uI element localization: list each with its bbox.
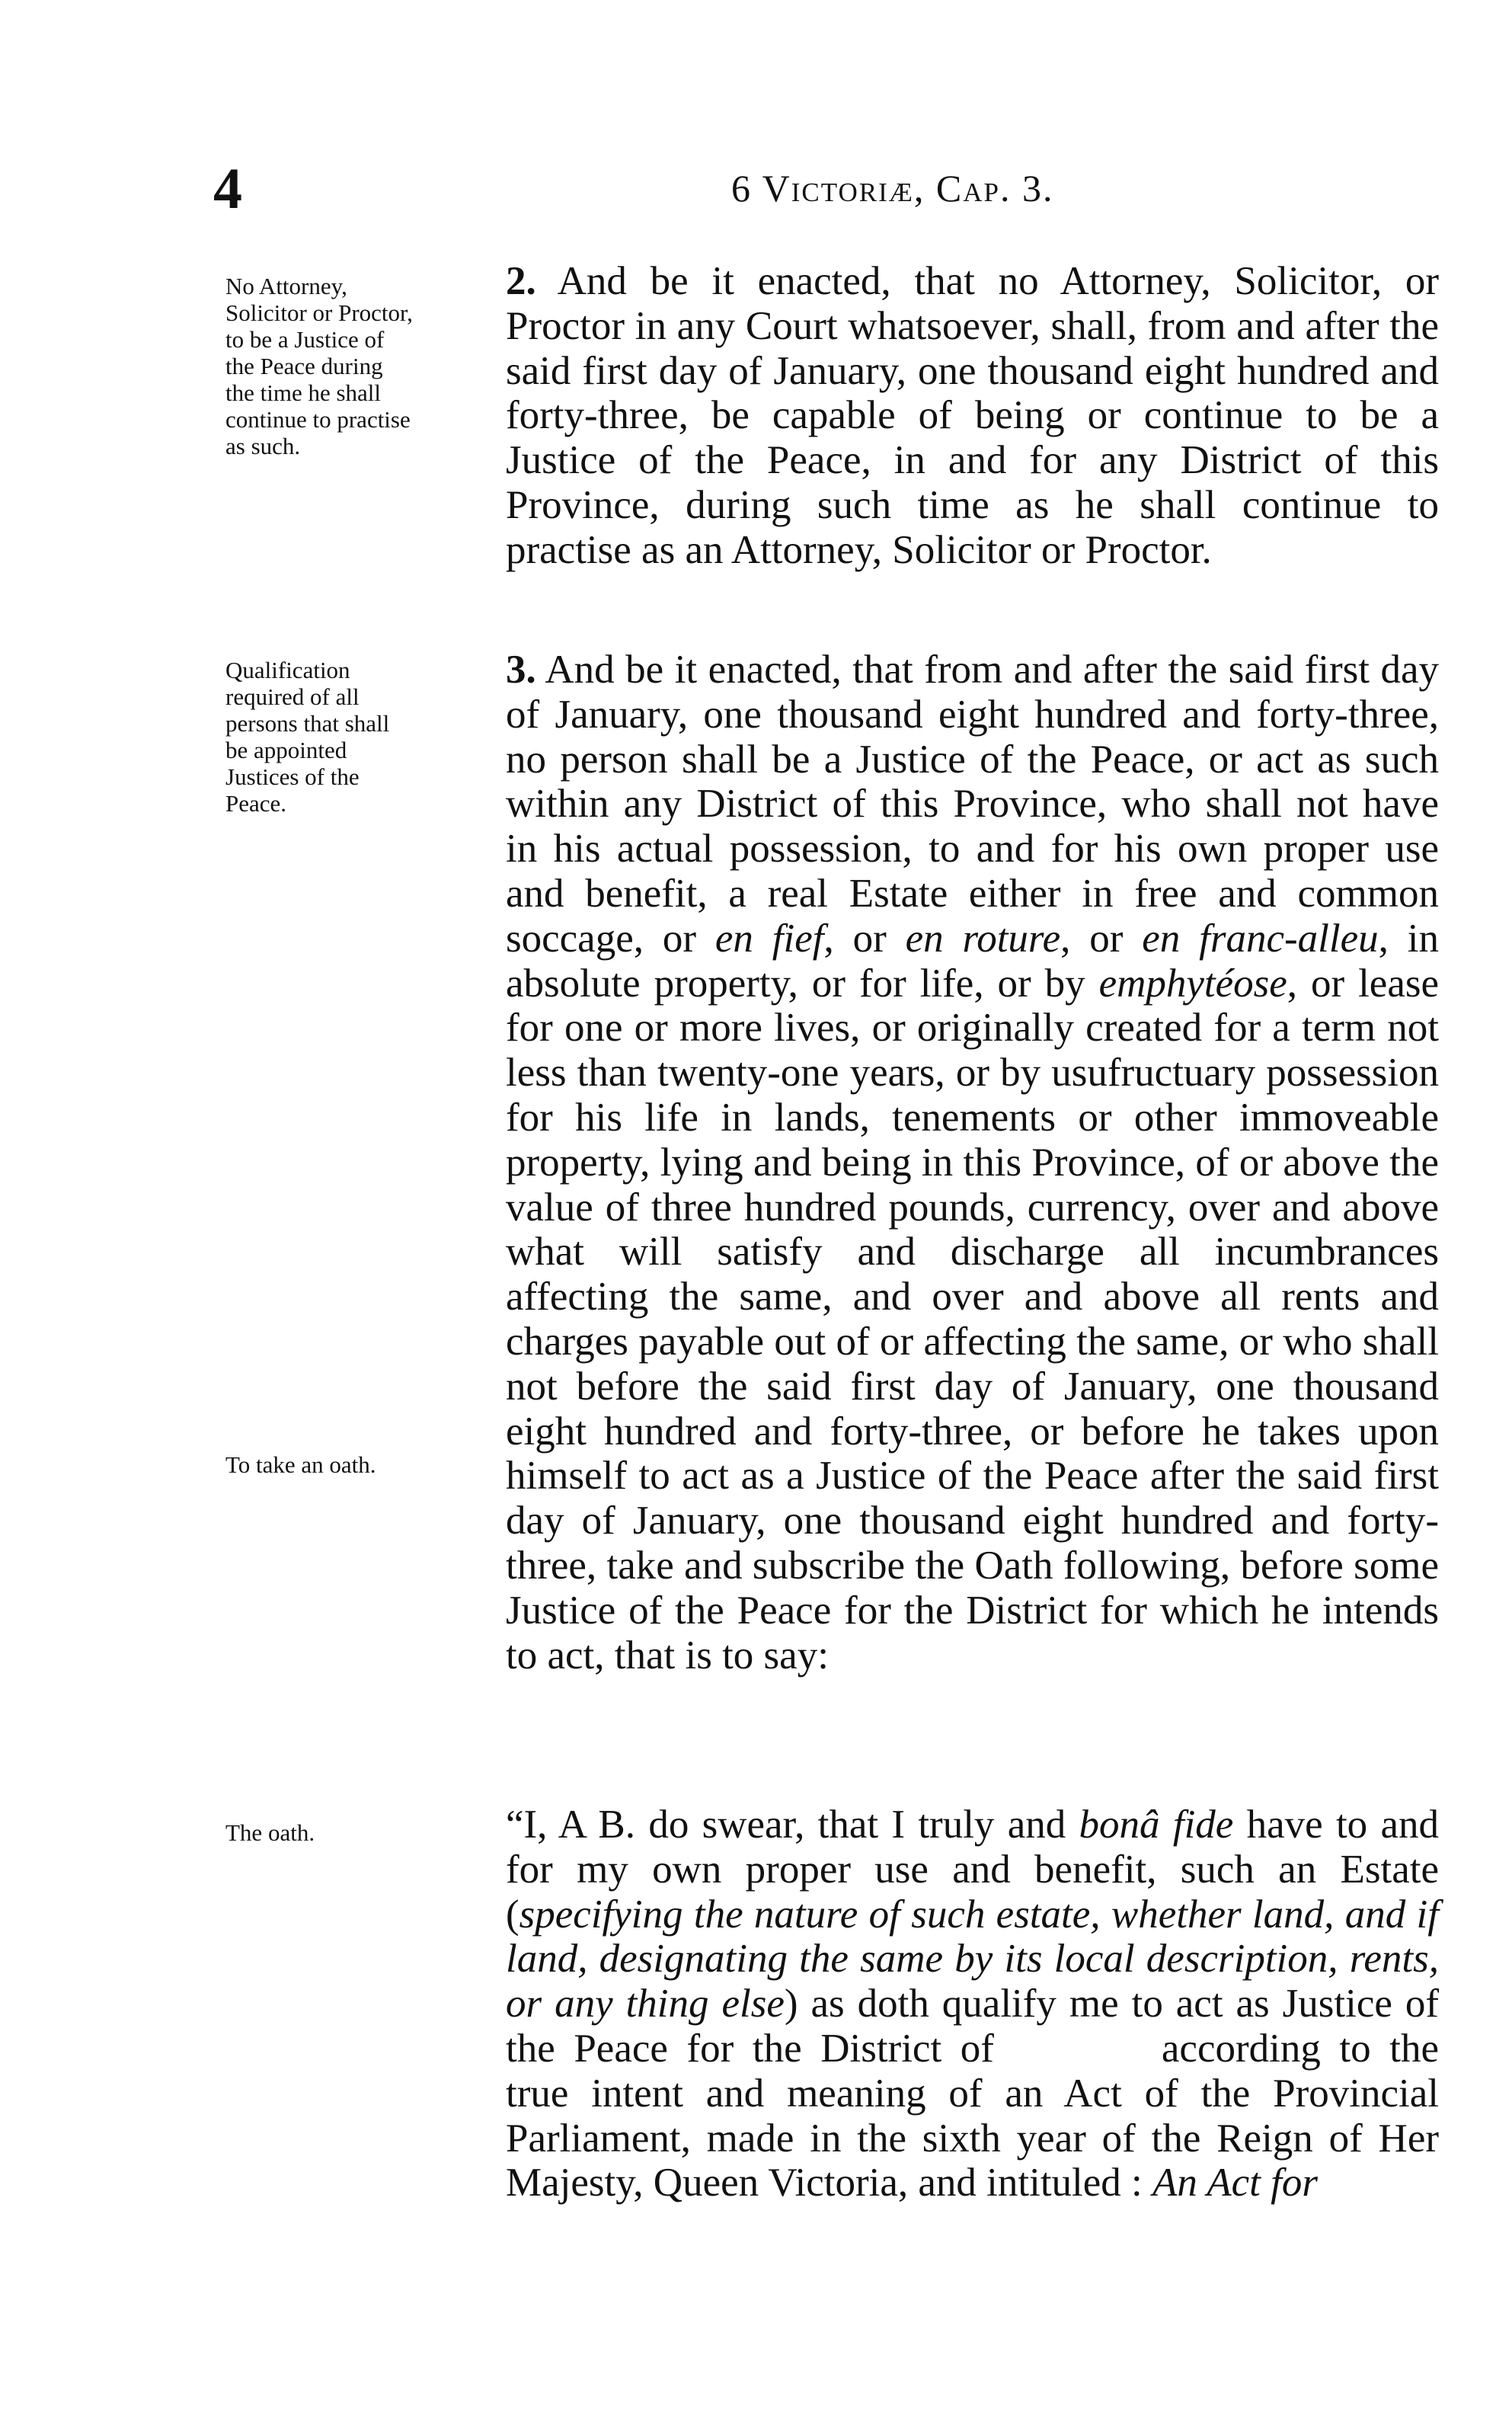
section-2-paragraph bbox=[463, 259, 1439, 573]
oath-text-1: “I, A B. do swear, that I truly and bbox=[506, 1802, 1066, 1847]
section-3-paragraph bbox=[463, 648, 1439, 1678]
section-3-text-3: , or bbox=[1060, 916, 1124, 961]
section-3-text-2: , or bbox=[823, 916, 887, 961]
running-head: 6 Victoriæ, Cap. 3. bbox=[731, 167, 1054, 210]
oath-term-bona-fide: bonâ fide bbox=[1079, 1802, 1234, 1847]
section-2-text: And be it enacted, that no Attorney, Solicitor, or Proctor in any Court whatsoever, shall, from and after the said first day of January, one thousand eight hundred and forty-three, be capable of being or continue to be a Justice of the Peace, in and for any District of this Province, during such time as he shall continue to practise as an Attorney, Solicitor or Proctor. bbox=[506, 259, 1439, 572]
section-3-text-1: And be it enacted, that from and after the said first day of January, one thousand eight hundred and forty-three, no person shall be a Justice of the Peace, or act as such within any District of this Province, who shall not have in his actual possession, to and for his own proper use and benefit, a real Estate either in free and common soccage, or bbox=[506, 648, 1440, 961]
marginal-note-qualification: Qualification required of all persons that shall be appointed Justices of the Peace. bbox=[225, 657, 390, 817]
marginal-note-the-oath: The oath. bbox=[225, 1819, 315, 1846]
section-3-number: 3. bbox=[506, 648, 536, 692]
oath-text-4: according to the true intent and meaning of an Act of the Provincial Parliament, made in the sixth year of the Reign of Her Majesty, Queen Victoria, and intituled : bbox=[506, 2026, 1439, 2205]
section-3-text-5: , or lease for one or more lives, or originally created for a term not less than twenty-one years, or by usufructuary possession for his life in lands, tenements or other immoveable property, lying and being in this Province, of or above the value of three hundred pounds, currency, over and above what will satisfy and discharge all incumbrances affecting the same, and over and above all rents and charges payable out of or affecting the same, or who shall not before the said first day of January, one thousand eight hundred and forty-three, or before he takes upon himself to act as a Justice of the Peace after the said first day of January, one thousand eight hundred and forty-three, take and subscribe the Oath following, before some Justice of the Peace for the District for which he intends to act, that is to say: bbox=[506, 961, 1440, 1678]
section-3-term-en-roture: en roture bbox=[905, 916, 1061, 961]
oath-paragraph bbox=[463, 1802, 1439, 2205]
section-2-number: 2. bbox=[506, 259, 536, 303]
oath-act-title: An Act for bbox=[1152, 2161, 1318, 2205]
page-number: 4 bbox=[213, 157, 242, 221]
section-3-term-en-franc-alleu: en franc-alleu bbox=[1142, 916, 1379, 961]
section-3-term-emphyteose: emphytéose bbox=[1098, 961, 1287, 1006]
marginal-note-attorney: No Attorney, Solicitor or Proctor, to be a Justice of the Peace during the time he shall continue to practise as such. bbox=[225, 273, 413, 459]
oath-estate-description: specifying the nature of such estate, whether land, and if land, designating the same by its local description, rents, or any thing else bbox=[506, 1892, 1439, 2026]
section-3-term-en-fief: en fief bbox=[714, 916, 824, 961]
marginal-note-take-oath: To take an oath. bbox=[225, 1451, 376, 1478]
section-3-text-4: , in absolute property, or for life, or by bbox=[506, 916, 1440, 1006]
oath-text-3: ) as doth qualify me to act as Justice of the Peace for the District of bbox=[506, 1982, 1439, 2071]
oath-text-2: have to and for my own proper use and benefit, such an Estate ( bbox=[506, 1802, 1439, 1937]
